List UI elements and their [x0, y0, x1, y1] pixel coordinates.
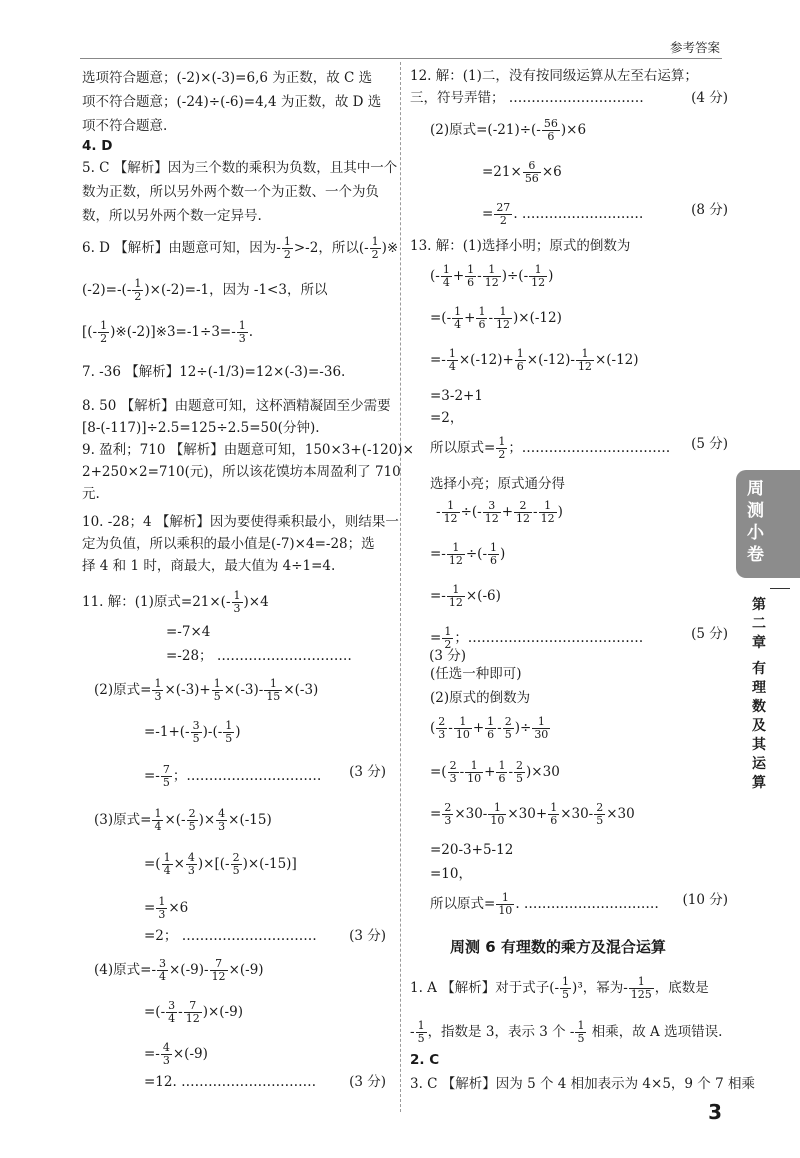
text-line: 数为正数，所以另外两个数一个为正数、一个为负 [82, 184, 379, 200]
step: = $\frac{27}{2}$ . ……………………… (8 分) [482, 201, 728, 227]
step: =-28； ………………………… (3 分) [166, 648, 466, 664]
text-line: - $\frac{1}{5}$ ，指数是 3，表示 3 个 - $\frac{1}{5}$ 相乘，故 A 选项错误. [410, 1019, 723, 1045]
step: =20-3+5-12 [430, 842, 514, 858]
step: =- $\frac{1}{4}$ ×(-12)+ $\frac{1}{6}$ ×(-12)- $\frac{1}{12}$ ×(-12) [430, 347, 639, 373]
step: =12. ………………………… (3 分) [144, 1074, 386, 1090]
text-line: 项不符合题意；(-24)÷(-6)=4,4 为正数，故 D 选 [82, 94, 382, 110]
answer-11-3: (3)原式= $\frac{1}{4}$ ×(- $\frac{2}{5}$ )× $\frac{4}{3}$ ×(-15) [94, 807, 272, 833]
answer-10: 10. -28；4 【解析】因为要使得乘积最小，则结果一 [82, 514, 399, 530]
text-line: 三，符号弄错； ………………………… (4 分) [410, 90, 728, 106]
side-tab-label: 周测小卷 [747, 479, 764, 565]
step: =3-2+1 [430, 388, 483, 404]
step: =- $\frac{7}{5}$ ；………………………… (3 分) [144, 763, 386, 789]
answer-6-line2: (-2)=-(- $\frac{1}{2}$ )×(-2)=-1，因为 -1<3，所以 [82, 277, 328, 303]
text-line: 2+250×2=710(元)，所以该花馍坊本周盈利了 710 [82, 464, 401, 480]
answer-11-4: (4)原式=- $\frac{3}{4}$ ×(-9)- $\frac{7}{12}$ ×(-9) [94, 957, 264, 983]
step: = $\frac{1}{2}$ ；………………………………… (5 分) [430, 625, 728, 651]
text-line: 元. [82, 486, 100, 502]
answer-6-line1: 6. D 【解析】由题意可知，因为- $\frac{1}{2}$ >-2，所以(- $\frac{1}{2}$ )※ [82, 235, 399, 261]
step: = $\frac{2}{3}$ ×30- $\frac{1}{10}$ ×30+ $\frac{1}{6}$ ×30- $\frac{2}{5}$ ×30 [430, 801, 635, 827]
step: =2， [430, 410, 464, 426]
header-rule [80, 58, 722, 59]
answer-5: 5. C 【解析】因为三个数的乘积为负数，且其中一个 [82, 160, 398, 176]
answer-12: 12. 解：(1)二，没有按同级运算从左至右运算； [410, 68, 698, 84]
step: =( $\frac{1}{4}$ × $\frac{4}{3}$ )×[(- $\frac{2}{5}$ )×(-15)] [144, 851, 297, 877]
step: =- $\frac{4}{3}$ ×(-9) [144, 1041, 208, 1067]
step: =-7×4 [166, 624, 211, 640]
page-number: 3 [708, 1100, 722, 1124]
answer-11-head: 11. 解：(1)原式=21×(- $\frac{1}{3}$ )×4 [82, 589, 269, 615]
step: =( $\frac{2}{3}$ - $\frac{1}{10}$ + $\frac{1}{6}$ - $\frac{2}{5}$ )×30 [430, 759, 560, 785]
step: =(- $\frac{1}{4}$ + $\frac{1}{6}$ - $\frac{1}{12}$ )×(-12) [430, 305, 562, 331]
answer-13: 13. 解：(1)选择小明；原式的倒数为 [410, 238, 631, 254]
answer-w6-2: 2. C [410, 1052, 440, 1068]
page-header: 参考答案 [669, 40, 720, 55]
column-divider [400, 62, 401, 1112]
step: =-1+(- $\frac{3}{5}$ )-(- $\frac{1}{5}$ ) [144, 719, 241, 745]
step: 所以原式= $\frac{1}{2}$ ；…………………………… (5 分) [430, 435, 728, 461]
text-line: 项不符合题意. [82, 118, 168, 134]
step: 所以原式= $\frac{1}{10}$ . ………………………… (10 分) [430, 891, 728, 917]
chapter-label: 第二章 [752, 597, 766, 651]
answer-9: 9. 盈利；710 【解析】由题意可知，150×3+(-120)× [82, 442, 414, 458]
text-line: 数，所以另外两个数一定异号. [82, 208, 262, 224]
step: ( $\frac{2}{3}$ - $\frac{1}{10}$ + $\frac{1}{6}$ - $\frac{2}{5}$ )÷ $\frac{1}{30}$ [430, 715, 549, 741]
text-line: 选择小亮；原式通分得 [430, 476, 565, 492]
answer-6-line3: [(- $\frac{1}{2}$ )※(-2)]※3=-1÷3=- $\frac{1}{3}$ . [82, 319, 254, 345]
section-title: 周测 6 有理数的乘方及混合运算 [450, 938, 666, 956]
answer-11-2: (2)原式= $\frac{1}{3}$ ×(-3)+ $\frac{1}{5}$ ×(-3)- $\frac{1}{15}$ ×(-3) [94, 677, 319, 703]
step: - $\frac{1}{12}$ ÷(- $\frac{3}{12}$ + $\frac{2}{12}$ - $\frac{1}{12}$ ) [436, 499, 563, 525]
text-line: 择 4 和 1 时，商最大，最大值为 4÷1=4. [82, 558, 336, 574]
text-line: (2)原式的倒数为 [430, 690, 531, 706]
step: (2)原式=(-21)÷(- $\frac{56}{6}$ )×6 [430, 117, 587, 143]
step: =10， [430, 866, 472, 882]
step: = $\frac{1}{3}$ ×6 [144, 895, 189, 921]
step: (- $\frac{1}{4}$ + $\frac{1}{6}$ - $\frac{1}{12}$ )÷(- $\frac{1}{12}$ ) [430, 263, 554, 289]
answer-4: 4. D [82, 138, 113, 154]
text-line: [8-(-117)]÷2.5=125÷2.5=50(分钟). [82, 420, 320, 436]
step: =- $\frac{1}{12}$ ÷(- $\frac{1}{6}$ ) [430, 541, 506, 567]
step: =2； ………………………… (3 分) [144, 928, 386, 944]
answer-w6-3: 3. C 【解析】因为 5 个 4 相加表示为 4×5，9 个 7 相乘 [410, 1076, 755, 1092]
answer-w6-1: 1. A 【解析】对于式子(- $\frac{1}{5}$ )³，幂为- $\frac{1}{125}$ ，底数是 [410, 975, 709, 1001]
text-line: (任选一种即可) [430, 666, 522, 682]
step: =(- $\frac{3}{4}$ - $\frac{7}{12}$ )×(-9) [144, 999, 243, 1025]
answer-7: 7. -36 【解析】12÷(-1/3)=12×(-3)=-36. [82, 364, 346, 380]
step: =21× $\frac{6}{56}$ ×6 [482, 159, 562, 185]
chapter-title: 有理数及其运算 [752, 661, 766, 791]
step: =- $\frac{1}{12}$ ×(-6) [430, 583, 501, 609]
answer-8: 8. 50 【解析】由题意可知，这杯酒精凝固至少需要 [82, 398, 391, 414]
text-line: 定为负值，所以乘积的最小值是(-7)×4=-28；选 [82, 536, 375, 552]
text-line: 选项符合题意；(-2)×(-3)=6,6 为正数，故 C 选 [82, 70, 373, 86]
divider [770, 588, 790, 589]
